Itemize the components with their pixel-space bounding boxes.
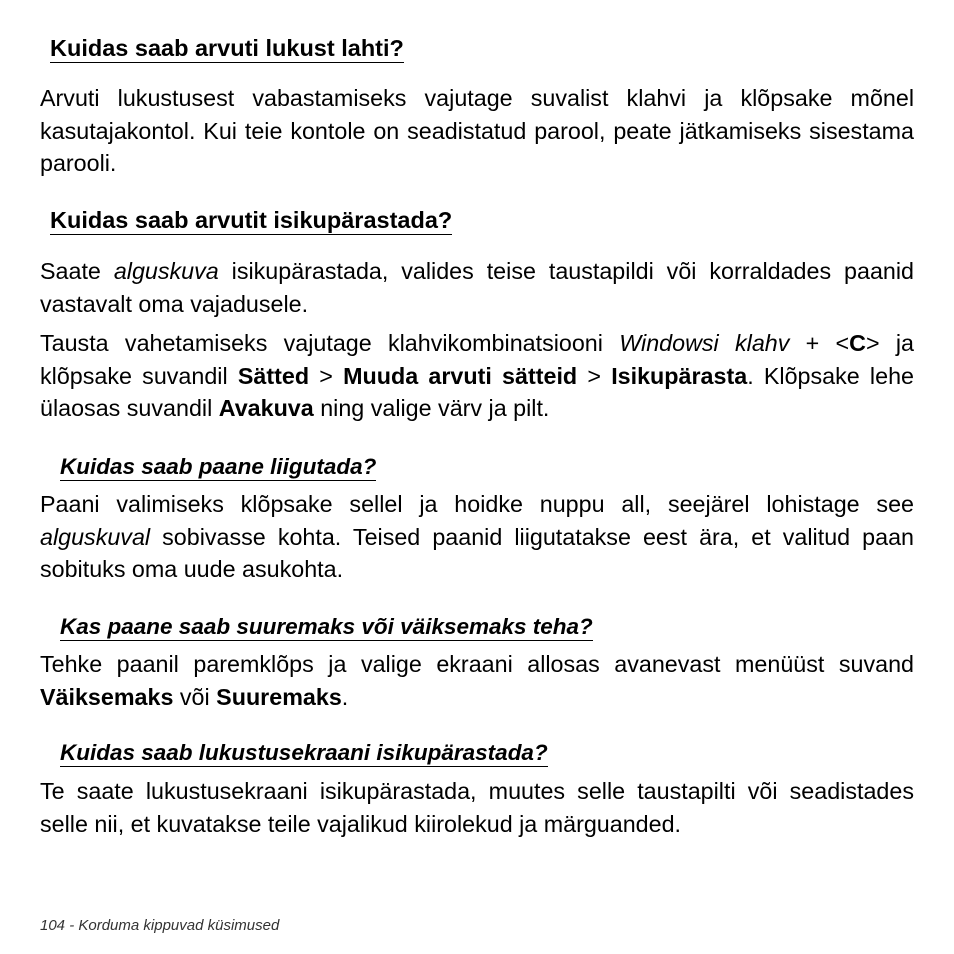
heading-lockscreen: Kuidas saab lukustusekraani isikupärastada? [60,740,548,765]
paragraph-resize-tiles: Tehke paanil paremklõps ja valige ekraani allosas avanevast menüüst suvand Väiksemaks või Suuremaks. [40,651,914,710]
paragraph-personalize-1: Saate alguskuva isikupärastada, valides teise taustapildi või korraldades paanid vastavalt oma vajadusele. [40,258,914,317]
heading-resize-tiles: Kas paane saab suuremaks või väiksemaks teha? [60,614,593,639]
paragraph-personalize-2: Tausta vahetamiseks vajutage klahvikombinatsiooni Windowsi klahv + <C> ja klõpsake suvandil Sätted > Muuda arvuti sätteid > Isikupärasta. Klõpsake lehe ülaosas suvandil Avakuva ning valige värv ja pilt. [40,330,914,421]
heading-unlock: Kuidas saab arvuti lukust lahti? [50,35,404,61]
paragraph-move-tiles: Paani valimiseks klõpsake sellel ja hoidke nuppu all, seejärel lohistage see alguskuval sobivasse kohta. Teised paanid liigutatakse eest ära, et valitud paan sobituks oma uude asukohta. [40,491,914,582]
heading-move-tiles: Kuidas saab paane liigutada? [60,454,377,479]
page-footer: 104 - Korduma kippuvad küsimused [40,917,280,934]
heading-personalize: Kuidas saab arvutit isikupärastada? [50,207,453,233]
paragraph-unlock: Arvuti lukustusest vabastamiseks vajutage suvalist klahvi ja klõpsake mõnel kasutajakontol. Kui teie kontole on seadistatud parool, peate jätkamiseks sisestama parooli. [40,85,914,176]
paragraph-lockscreen: Te saate lukustusekraani isikupärastada, muutes selle taustapilti või seadistades selle nii, et kuvatakse teile vajalikud kiirolekud ja märguanded. [40,778,914,837]
